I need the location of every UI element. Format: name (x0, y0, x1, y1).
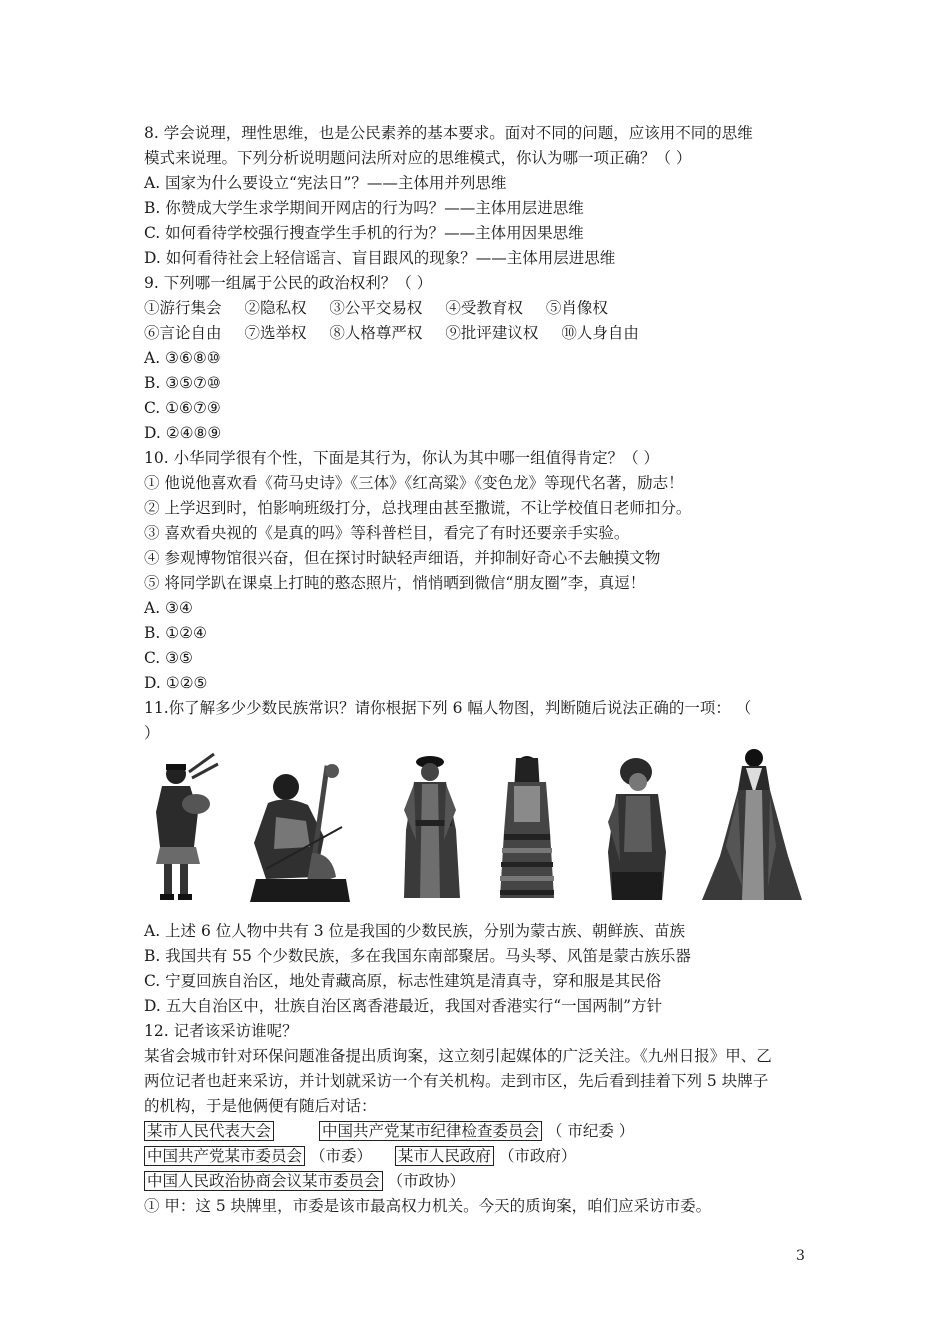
q12-paragraph-line2: 两位记者也赶来采访，并计划就采访一个有关机构。走到市区，先后看到挂着下列 5 块牌子 (144, 1072, 769, 1090)
sign-city-party-committee: 中国共产党某市委员会 (144, 1146, 305, 1166)
q12-signs-row1 (144, 1119, 810, 1144)
q12-stem: 12. 记者该采访谁呢？ (144, 1022, 298, 1040)
q8-option-b: B. 你赞成大学生求学期间开网店的行为吗？——主体用层进思维 (144, 199, 584, 217)
sign-city-cppcc: 中国人民政治协商会议某市委员会 (144, 1171, 383, 1191)
q10-option-a: A. ③④ (144, 599, 193, 617)
q8-option-d: D. 如何看待社会上轻信谣言、盲目跟风的现象？——主体用层进思维 (144, 249, 616, 267)
sign-city-discipline-commission-note: （ 市纪委 ） (546, 1122, 635, 1140)
figure-tibetan-dress-image (492, 752, 562, 902)
figure-miao-costume-image (596, 752, 676, 902)
sign-city-government: 某市人民政府 (395, 1146, 494, 1166)
sign-city-government-note: （市政府） (498, 1147, 577, 1165)
sign-city-cppcc-note: （市政协） (387, 1172, 465, 1190)
q12-signs-row2 (144, 1144, 810, 1169)
questions-11-options-and-12 (144, 919, 810, 1219)
q8-option-c: C. 如何看待学校强行搜查学生手机的行为？——主体用因果思维 (144, 224, 584, 242)
sign-city-party-committee-note: （市委） (309, 1147, 372, 1165)
q9-right-10: ⑩人身自由 (561, 324, 639, 342)
q11-option-b: B. 我国共有 55 个少数民族，多在我国东南部聚居。马头琴、风笛是蒙古族乐器 (144, 947, 691, 965)
q11-stem-line1: 11.你了解多少少数民族常识？请你根据下列 6 幅人物图，判断随后说法正确的一项： （ (144, 699, 752, 717)
q9-right-9: ⑨批评建议权 (445, 324, 539, 342)
q10-stem: 10. 小华同学很有个性，下面是其行为，你认为其中哪一组值得肯定？（ ） (144, 449, 660, 467)
q9-right-3: ③公平交易权 (329, 299, 423, 317)
q9-option-a: A. ③⑥⑧⑩ (144, 349, 221, 367)
q10-option-b: B. ①②④ (144, 624, 207, 642)
q9-right-8: ⑧人格尊严权 (329, 324, 423, 342)
figure-korean-hanbok-image (698, 746, 802, 902)
q11-option-a: A. 上述 6 位人物中共有 3 位是我国的少数民族，分别为蒙古族、朝鲜族、苗族 (144, 922, 685, 940)
figure-mongolian-robe-image (396, 750, 466, 902)
q10-statement-1: ① 他说他喜欢看《荷马史诗》《三体》《红高粱》《变色龙》等现代名著，励志！ (144, 474, 684, 492)
q9-rights-row2 (144, 321, 810, 346)
q9-rights-row1 (144, 296, 810, 321)
questions-8-to-11 (144, 121, 810, 746)
q8-stem-line1: 8. 学会说理，理性思维，也是公民素养的基本要求。面对不同的问题，应该用不同的思维 (144, 124, 753, 142)
q10-option-c: C. ③⑤ (144, 649, 193, 667)
q10-statement-3: ③ 喜欢看央视的《是真的吗》等科普栏目，看完了有时还要亲手实验。 (144, 524, 630, 542)
q10-option-d: D. ①②⑤ (144, 674, 208, 692)
q11-option-c: C. 宁夏回族自治区，地处青藏高原，标志性建筑是清真寺，穿和服是其民俗 (144, 972, 662, 990)
figure-bagpiper-image (144, 752, 224, 902)
sign-city-peoples-congress: 某市人民代表大会 (144, 1121, 274, 1141)
figure-morin-khuur-player-image (246, 757, 356, 902)
q12-signs-row3 (144, 1169, 810, 1194)
q9-right-4: ④受教育权 (445, 299, 523, 317)
q10-statement-4: ④ 参观博物馆很兴奋，但在探讨时缺轻声细语，并抑制好奇心不去触摸文物 (144, 549, 661, 567)
q9-option-b: B. ③⑤⑦⑩ (144, 374, 221, 392)
q8-option-a: A. 国家为什么要设立“宪法日”？——主体用并列思维 (144, 174, 507, 192)
q9-option-c: C. ①⑥⑦⑨ (144, 399, 221, 417)
q11-stem-line2: ） (144, 724, 160, 742)
q11-option-d: D. 五大自治区中，壮族自治区离香港最近，我国对香港实行“一国两制”方针 (144, 997, 663, 1015)
q12-paragraph-line1: 某省会城市针对环保问题准备提出质询案，这立刻引起媒体的广泛关注。《九州日报》甲、乙 (144, 1047, 772, 1065)
q10-statement-5: ⑤ 将同学趴在课桌上打盹的憨态照片，悄悄晒到微信“朋友圈”李，真逗！ (144, 574, 646, 592)
q12-paragraph-line3: 的机构，于是他俩便有随后对话： (144, 1097, 377, 1115)
q9-right-5: ⑤肖像权 (545, 299, 608, 317)
sign-city-discipline-commission: 中国共产党某市纪律检查委员会 (319, 1121, 542, 1141)
q9-option-d: D. ②④⑧⑨ (144, 424, 222, 442)
ethnic-figures-photo-strip (144, 742, 810, 902)
q10-statement-2: ② 上学迟到时，怕影响班级打分，总找理由甚至撒谎，不让学校值日老师扣分。 (144, 499, 692, 517)
q9-right-7: ⑦选举权 (244, 324, 307, 342)
q8-stem-line2: 模式来说理。下列分析说明题问法所对应的思维模式，你认为哪一项正确？（ ） (144, 149, 692, 167)
page-number: 3 (796, 1248, 805, 1264)
q9-stem: 9. 下列哪一组属于公民的政治权利？（ ） (144, 274, 433, 292)
q9-right-2: ②隐私权 (244, 299, 307, 317)
q12-dialog-1: ① 甲：这 5 块牌里，市委是该市最高权力机关。今天的质询案，咱们应采访市委。 (144, 1197, 712, 1215)
q9-right-1: ①游行集会 (144, 299, 222, 317)
q9-right-6: ⑥言论自由 (144, 324, 222, 342)
